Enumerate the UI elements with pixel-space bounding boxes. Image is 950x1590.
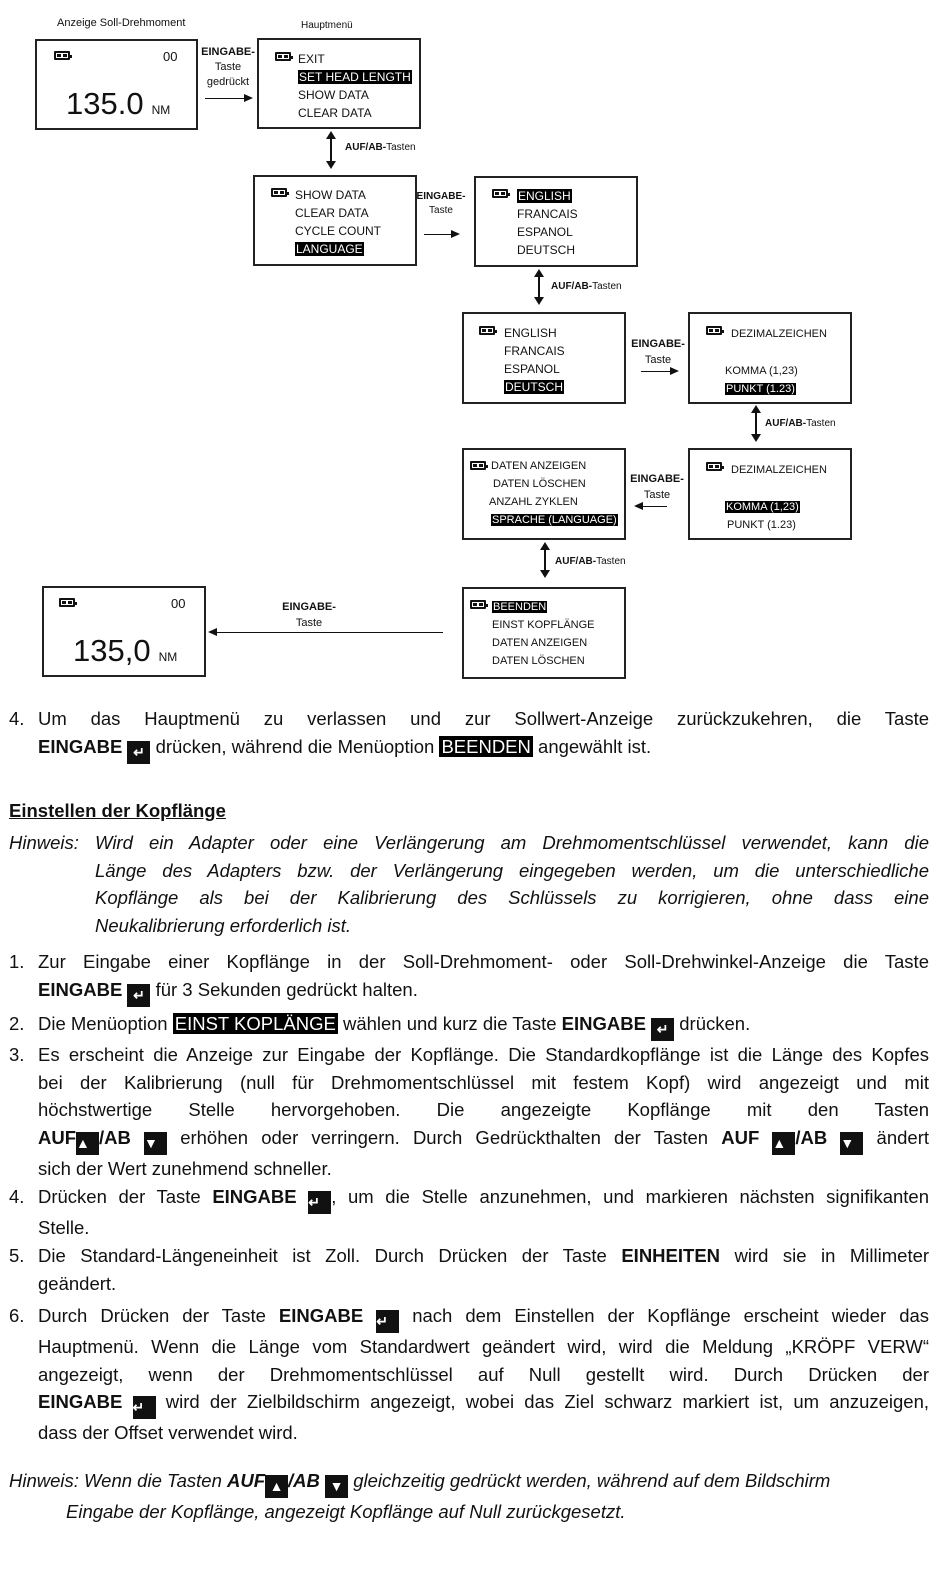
menu-item: DATEN LÖSCHEN (493, 478, 586, 490)
updown-key-label-4: AUF/AB-Tasten (555, 556, 626, 567)
up-key-icon: ▲ (265, 1475, 288, 1498)
step-line: Um das Hauptmenü zu verlassen und zur Sollwert-Anzeige zurückzukehren, die Taste (38, 708, 929, 729)
screen-menu-sprache (462, 448, 626, 540)
step-2 (9, 1010, 929, 1041)
arrow-right (205, 98, 245, 99)
note-line: Kopflänge als bei der Kalibrierung des Schlüssels zu korrigieren, ohne dass eine (95, 887, 929, 908)
step-line: Es erscheint die Anzeige zur Eingabe der Kopflänge. Die Standardkopflänge ist die Länge des Kopfes (38, 1044, 929, 1065)
screen-languages-de (462, 312, 626, 404)
arrow-left (216, 632, 443, 633)
step-line: Die Standard-Längeneinheit ist Zoll. Durch Drücken der Taste EINHEITEN wird sie in Millimeter (38, 1245, 930, 1266)
step-number: 5. (9, 1245, 25, 1266)
step-line: Zur Eingabe einer Kopflänge in der Soll-Drehmoment- oder Soll-Drehwinkel-Anzeige die Taste (38, 951, 929, 972)
note-1 (9, 829, 929, 939)
step-4 (9, 705, 929, 764)
menu-item: CLEAR DATA (295, 206, 369, 220)
step-line: EINGABE ↵ für 3 Sekunden gedrückt halten. (38, 976, 929, 1007)
arrow-head (670, 367, 679, 375)
step-line: bei der Kalibrierung (null für Drehmomentschlüssel mit festem Kopf) wird angezeigt und mit (38, 1071, 929, 1093)
arrow-line (544, 549, 546, 571)
step-6 (9, 1302, 929, 1447)
menu-list (725, 362, 798, 398)
menu-item: PUNKT (1.23) (727, 519, 796, 531)
menu-item-selected: PUNKT (1.23) (726, 383, 795, 395)
battery-icon (275, 52, 291, 61)
battery-icon (271, 188, 287, 197)
battery-icon (59, 598, 75, 607)
down-key-icon: ▼ (840, 1132, 863, 1155)
note-line: Hinweis: Wenn die Tasten AUF ▲ /AB ▼ gleichzeitig gedrückt werden, während auf dem Bildschirm (9, 1467, 929, 1498)
screen-decimal-komma (688, 448, 852, 540)
enter-key-label-5: EINGABE- Taste (282, 601, 336, 629)
menu-item: EXIT (298, 52, 325, 66)
menu-list (298, 50, 412, 122)
menu-item: DATEN ANZEIGEN (492, 637, 588, 649)
torque-value: 135,0 NM (73, 633, 178, 668)
enter-key-label-3: EINGABE- Taste (631, 338, 685, 366)
torque-value: 135.0 NM (66, 86, 171, 121)
menu-item: DATEN ANZEIGEN (491, 460, 587, 472)
enter-key-label-4: EINGABE- Taste (630, 473, 684, 501)
up-key-icon: ▲ (772, 1132, 795, 1155)
down-key-icon: ▼ (325, 1475, 348, 1498)
step-line: EINGABE ↵ wird der Zielbildschirm angezeigt, wobei das Ziel schwarz markiert ist, um anzuzeigen, (38, 1388, 929, 1419)
updown-key-label-3: AUF/AB-Tasten (765, 418, 836, 429)
step-number: 4. (9, 708, 25, 729)
step-1 (9, 948, 929, 1007)
note-line: Hinweis: Wird ein Adapter oder eine Verlängerung am Drehmomentschlüssel verwendet, kann die (9, 832, 929, 853)
arrow-head (244, 94, 253, 102)
note-2 (9, 1467, 929, 1526)
screen-main-menu-en (257, 38, 421, 129)
down-key-icon: ▼ (144, 1132, 167, 1155)
step-line: Die Menüoption EINST KOPLÄNGE wählen und kurz die Taste EINGABE ↵ drücken. (38, 1010, 929, 1041)
menu-item: DEUTSCH (517, 243, 576, 257)
step-number: 1. (9, 951, 25, 972)
arrow-down-icon (534, 297, 544, 305)
menu-item: ENGLISH (504, 326, 557, 340)
note-line: Neukalibrierung erforderlich ist. (95, 914, 352, 936)
arrow-down-icon (326, 161, 336, 169)
arrow-line (755, 412, 757, 435)
menu-item-selected: ENGLISH (518, 189, 571, 203)
arrow-down-icon (751, 434, 761, 442)
enter-key-icon: ↵ (308, 1191, 331, 1214)
enter-key-icon: ↵ (127, 741, 150, 764)
battery-icon (470, 461, 486, 470)
enter-key-icon: ↵ (651, 1018, 674, 1041)
step-line: AUF▲ /AB ▼ erhöhen oder verringern. Durch Gedrückthalten der Tasten AUF ▲ /AB ▼ ändert (38, 1124, 929, 1155)
step-number: 3. (9, 1044, 25, 1065)
menu-title: DEZIMALZEICHEN (731, 464, 827, 476)
zero-indicator: 00 (163, 49, 178, 64)
menu-list (295, 186, 381, 258)
menu-item-selected: SPRACHE (LANGUAGE) (492, 514, 617, 526)
step-line: EINGABE ↵ drücken, während die Menüoption BEENDEN angewählt ist. (38, 733, 929, 764)
enter-key-icon: ↵ (376, 1310, 399, 1333)
step-3 (9, 1041, 929, 1182)
enter-key-label-2: EINGABE- Taste (416, 191, 466, 216)
menu-item: CLEAR DATA (298, 106, 372, 120)
battery-icon (706, 462, 722, 471)
arrow-line (330, 138, 332, 162)
menu-item: CYCLE COUNT (295, 224, 382, 238)
step-line: dass der Offset verwendet wird. (38, 1422, 298, 1443)
menu-item: ANZAHL ZYKLEN (489, 496, 578, 508)
menu-item-selected: LANGUAGE (296, 242, 363, 256)
zero-indicator: 00 (171, 596, 186, 611)
screen-menu-beenden (462, 587, 626, 679)
menu-item: SHOW DATA (295, 188, 366, 202)
menu-list (725, 498, 800, 534)
enter-key-label-1: EINGABE- Taste gedrückt (201, 46, 255, 88)
step-line: Hauptmenü. Wenn die Länge vom Standardwert geändert wird, wird die Meldung „KRÖPF VERW“ (38, 1336, 929, 1357)
step-number: 2. (9, 1013, 25, 1034)
menu-item: DATEN LÖSCHEN (492, 655, 585, 667)
step-number: 4. (9, 1186, 25, 1207)
arrow-down-icon (540, 570, 550, 578)
arrow-right (641, 371, 671, 372)
screen-torque-display (35, 39, 198, 130)
step-number: 6. (9, 1305, 25, 1326)
updown-key-label-1: AUF/AB-Tasten (345, 142, 416, 153)
battery-icon (479, 326, 495, 335)
menu-item: KOMMA (1,23) (725, 365, 798, 377)
arrow-head (451, 230, 460, 238)
menu-title: DEZIMALZEICHEN (731, 328, 827, 340)
note-line: Länge des Adapters bzw. der Verlängerung eingegeben werden, um die unterschiedliche (95, 859, 929, 881)
step-line: angezeigt, wenn der Drehmomentschlüssel auf Null gestellt wird. Durch Drücken der (38, 1363, 929, 1385)
menu-item: FRANCAIS (517, 207, 578, 221)
step-line: geändert. (38, 1272, 117, 1294)
screen-decimal-punkt (688, 312, 852, 404)
step-5 (9, 1242, 929, 1297)
menu-item: SHOW DATA (298, 88, 369, 102)
enter-key-icon: ↵ (127, 984, 150, 1007)
arrow-left (642, 506, 667, 507)
step-line: höchstwertige Stelle hervorgehoben. Die angezeigte Kopflänge mit den Tasten (38, 1099, 929, 1120)
battery-icon (54, 51, 70, 60)
step-line: Stelle. (38, 1217, 90, 1238)
menu-list (492, 598, 595, 670)
updown-key-label-2: AUF/AB-Tasten (551, 281, 622, 292)
menu-item-selected: BEENDEN (493, 601, 547, 613)
menu-item: ESPANOL (517, 225, 573, 239)
step-4b (9, 1183, 929, 1242)
step-line: sich der Wert zunehmend schneller. (38, 1157, 332, 1179)
menu-list (517, 187, 578, 259)
section-heading: Einstellen der Kopflänge (9, 800, 226, 821)
battery-icon (470, 600, 486, 609)
battery-icon (706, 326, 722, 335)
step-line: Drücken der Taste EINGABE ↵ , um die Stelle anzunehmen, und markieren nächsten signifikanten (38, 1183, 929, 1214)
screen-menu-language (253, 175, 417, 266)
menu-item-selected: KOMMA (1,23) (726, 501, 799, 513)
battery-icon (492, 189, 508, 198)
arrow-right (424, 234, 452, 235)
note-line: Eingabe der Kopflänge, angezeigt Kopflänge auf Null zurückgesetzt. (66, 1501, 626, 1522)
up-key-icon: ▲ (76, 1132, 99, 1155)
menu-item: FRANCAIS (504, 344, 565, 358)
menu-list (491, 457, 618, 529)
screen-languages-en (474, 176, 638, 267)
label-display: Anzeige Soll-Drehmoment (57, 17, 186, 29)
menu-list (504, 324, 565, 396)
step-line: Durch Drücken der Taste EINGABE ↵ nach dem Einstellen der Kopflänge erscheint wieder das (38, 1302, 929, 1333)
enter-key-icon: ↵ (133, 1396, 156, 1419)
menu-item-selected: SET HEAD LENGTH (299, 70, 411, 84)
menu-item: EINST KOPFLÄNGE (492, 619, 595, 631)
arrow-line (538, 276, 540, 298)
menu-item: ESPANOL (504, 362, 560, 376)
screen-torque-display-comma (42, 586, 206, 677)
label-mainmenu: Hauptmenü (301, 20, 353, 31)
menu-item-selected: DEUTSCH (505, 380, 564, 394)
